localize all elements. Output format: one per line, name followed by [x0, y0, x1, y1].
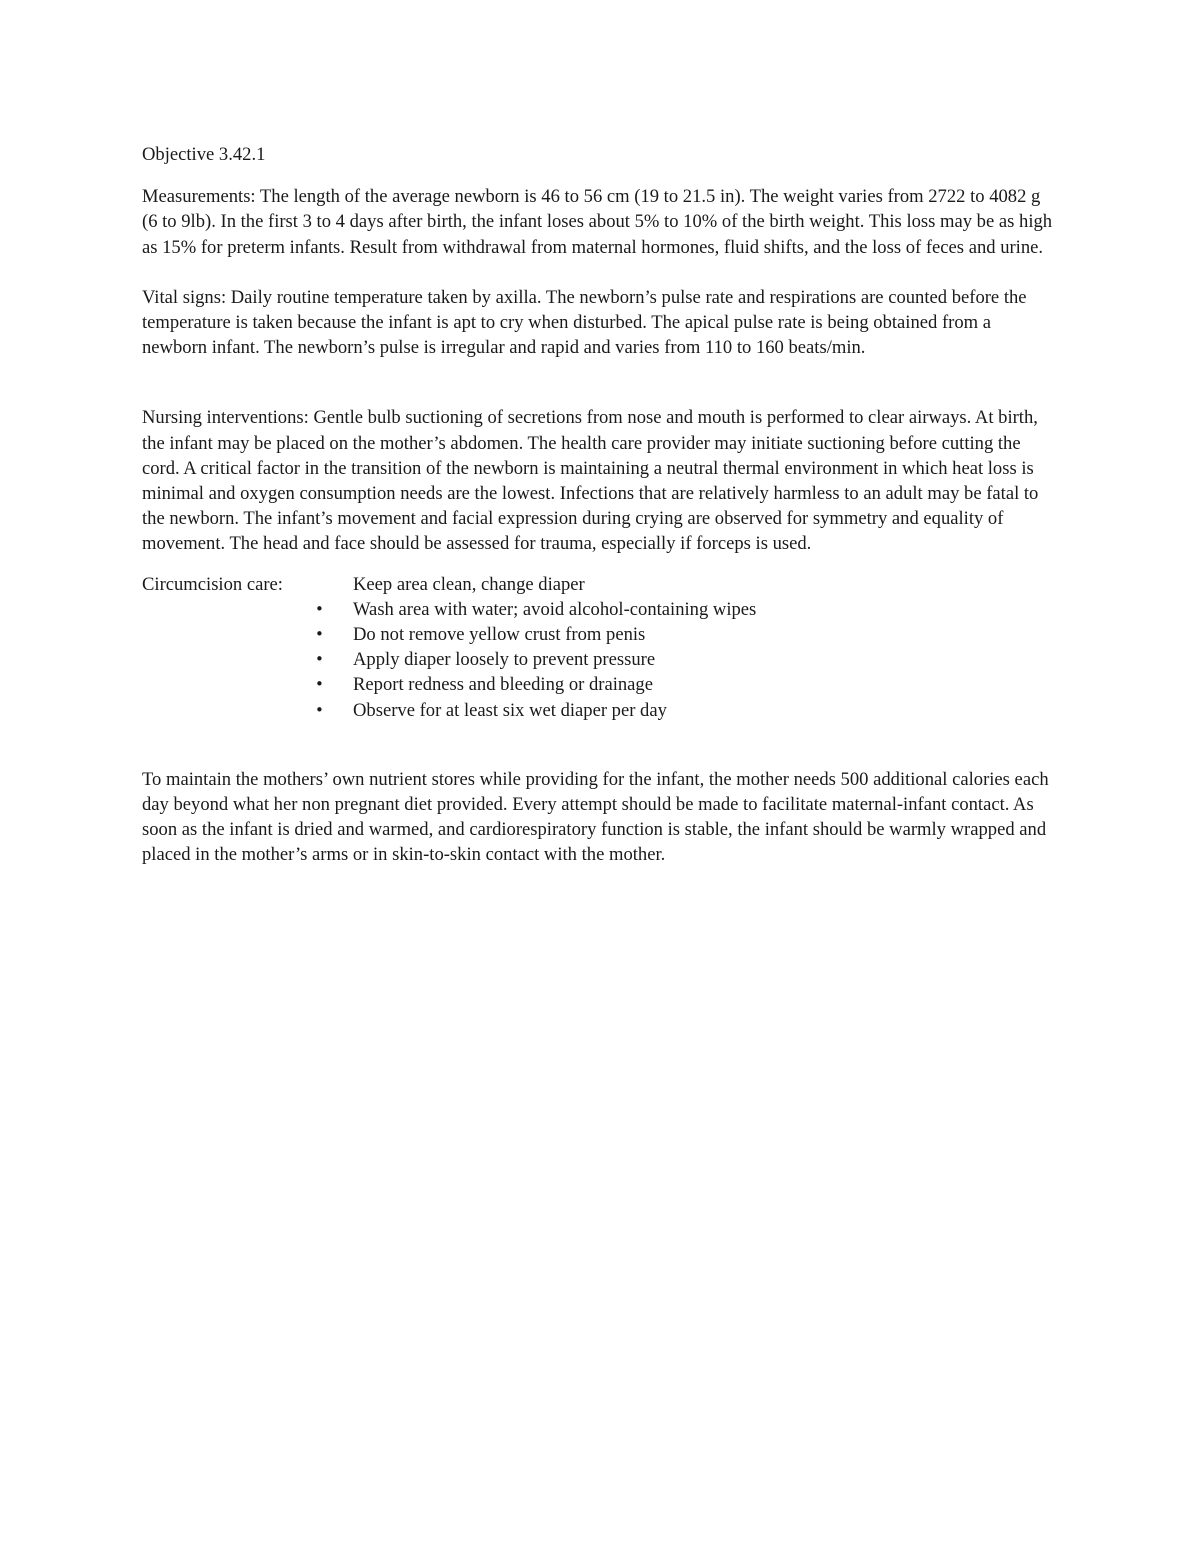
- circumcision-care-label: Circumcision care:: [142, 573, 283, 595]
- list-item-text: Observe for at least six wet diaper per day: [353, 699, 667, 721]
- bullet-icon: •: [315, 675, 324, 694]
- list-item: [142, 622, 756, 647]
- circumcision-bullet-list: [142, 597, 756, 723]
- list-item-text: Report redness and bleeding or drainage: [353, 674, 653, 696]
- bullet-icon: •: [315, 700, 324, 719]
- list-item: [142, 597, 756, 622]
- document-body: [142, 142, 1060, 867]
- bullet-icon: •: [315, 599, 324, 618]
- nursing-interventions-paragraph: Nursing interventions: Gentle bulb suctioning of secretions from nose and mouth is performed to clear airways. At birth, the infant may be placed on the mother’s abdomen. The health care provider may initiate suctioning before cutting the cord. A critical factor in the transition of the newborn is maintaining a neutral thermal environment in which heat loss is minimal and oxygen consumption needs are the lowest. Infections that are relatively harmless to an adult may be fatal to the newborn. The infant’s movement and facial expression during crying are observed for symmetry and equality of movement. The head and face should be assessed for trauma, especially if forceps is used.: [142, 407, 1039, 555]
- list-item: [142, 672, 756, 697]
- bullet-icon: •: [315, 625, 324, 644]
- bullet-icon: •: [315, 650, 324, 669]
- list-item-text: Wash area with water; avoid alcohol-containing wipes: [353, 598, 757, 620]
- measurements-paragraph: Measurements: The length of the average newborn is 46 to 56 cm (19 to 21.5 in). The weight varies from 2722 to 4082 g (6 to 9lb). In the first 3 to 4 days after birth, the infant loses about 5% to 10% of the birth weight. This loss may be as high as 15% for preterm infants. Result from withdrawal from maternal hormones, fluid shifts, and the loss of feces and urine.: [142, 186, 1053, 258]
- objective-heading: Objective 3.42.1: [142, 144, 266, 165]
- list-item: [142, 698, 756, 723]
- list-item: [142, 647, 756, 672]
- vital-signs-paragraph: Vital signs: Daily routine temperature taken by axilla. The newborn’s pulse rate and respirations are counted before the temperature is taken because the infant is apt to cry when disturbed. The apical pulse rate is being obtained from a newborn infant. The newborn’s pulse is irregular and rapid and varies from 110 to 160 beats/min.: [142, 286, 1027, 359]
- circumcision-care-section: [142, 572, 1060, 724]
- list-item-text: Do not remove yellow crust from penis: [353, 624, 646, 646]
- list-item-text: Apply diaper loosely to prevent pressure: [353, 649, 656, 671]
- closing-paragraph: To maintain the mothers’ own nutrient stores while providing for the infant, the mother needs 500 additional calories each day beyond what her non pregnant diet provided. Every attempt should be made to facilitate maternal-infant contact. As soon as the infant is dried and warmed, and cardiorespiratory function is stable, the infant should be warmly wrapped and placed in the mother’s arms or in skin-to-skin contact with the mother.: [142, 768, 1049, 866]
- circumcision-first-item: Keep area clean, change diaper: [353, 573, 585, 595]
